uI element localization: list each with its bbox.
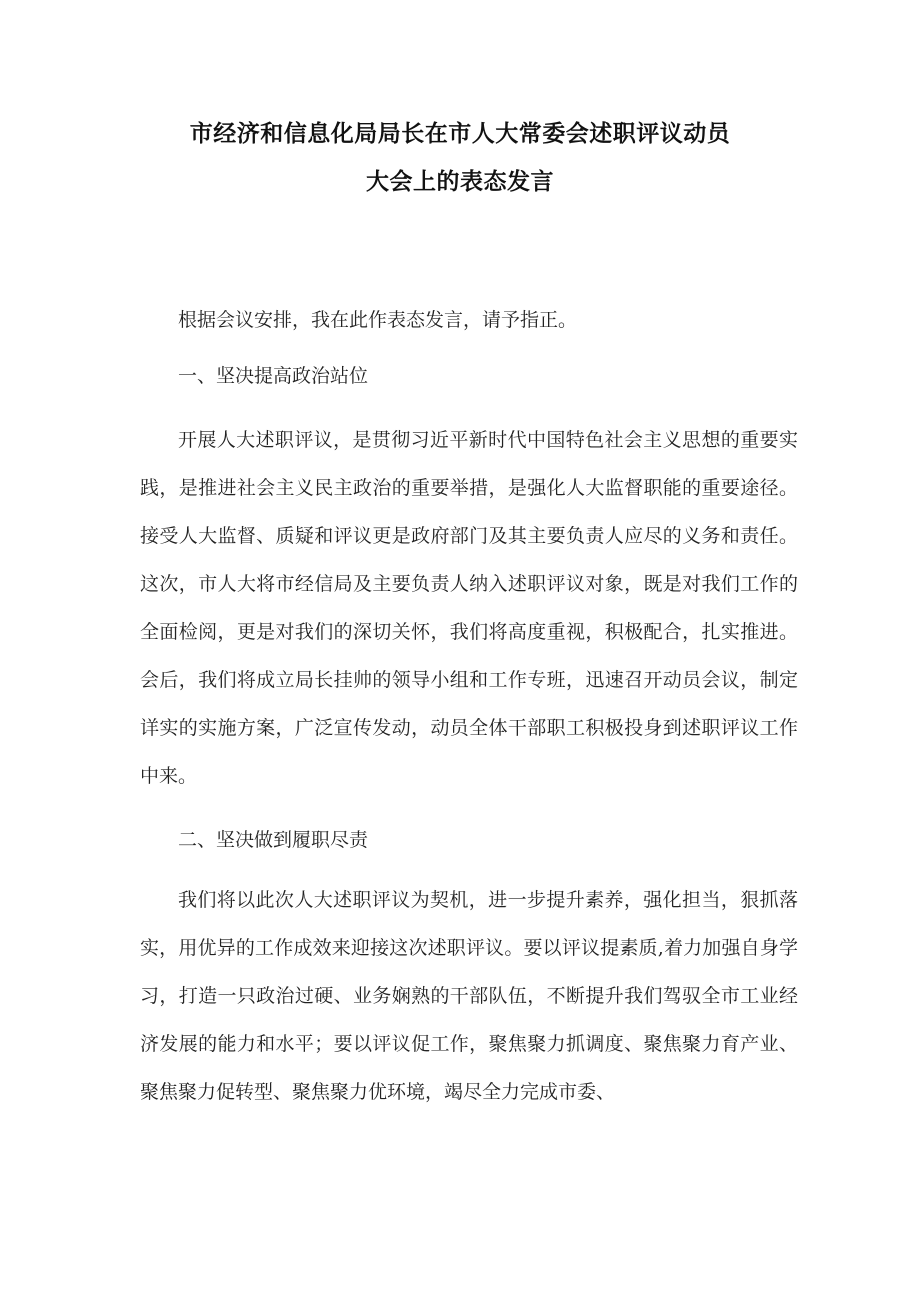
section-heading-1: 一、坚决提高政治站位 bbox=[178, 365, 369, 387]
document-body bbox=[140, 296, 798, 1256]
document-title-line-1: 市经济和信息化局局长在市人大常委会述职评议动员 bbox=[189, 121, 731, 147]
intro-paragraph: 根据会议安排，我在此作表态发言，请予指正。 bbox=[178, 309, 578, 331]
section-heading-2: 二、坚决做到履职尽责 bbox=[178, 829, 369, 851]
document-title-line-2: 大会上的表态发言 bbox=[366, 169, 554, 195]
section-2-paragraph: 我们将以此次人大述职评议为契机，进一步提升素养，强化担当，狠抓落实，用优异的工作成效来迎接这次述职评议。要以评议提素质,着力加强自身学习，打造一只政治过硬、业务娴熟的干部队伍，不断提升我们驾驭全市工业经济发展的能力和水平；要以评议促工作，聚焦聚力抓调度、聚焦聚力育产业、聚焦聚力促转型、聚焦聚力优环境，竭尽全力完成市委、 bbox=[140, 889, 798, 1103]
section-1-paragraph: 开展人大述职评议，是贯彻习近平新时代中国特色社会主义思想的重要实践，是推进社会主义民主政治的重要举措，是强化人大监督职能的重要途径。接受人大监督、质疑和评议更是政府部门及其主要负责人应尽的义务和责任。这次，市人大将市经信局及主要负责人纳入述职评议对象，既是对我们工作的全面检阅，更是对我们的深切关怀，我们将高度重视，积极配合，扎实推进。会后，我们将成立局长挂帅的领导小组和工作专班，迅速召开动员会议，制定详实的实施方案，广泛宣传发动，动员全体干部职工积极投身到述职评议工作中来。 bbox=[140, 429, 798, 787]
